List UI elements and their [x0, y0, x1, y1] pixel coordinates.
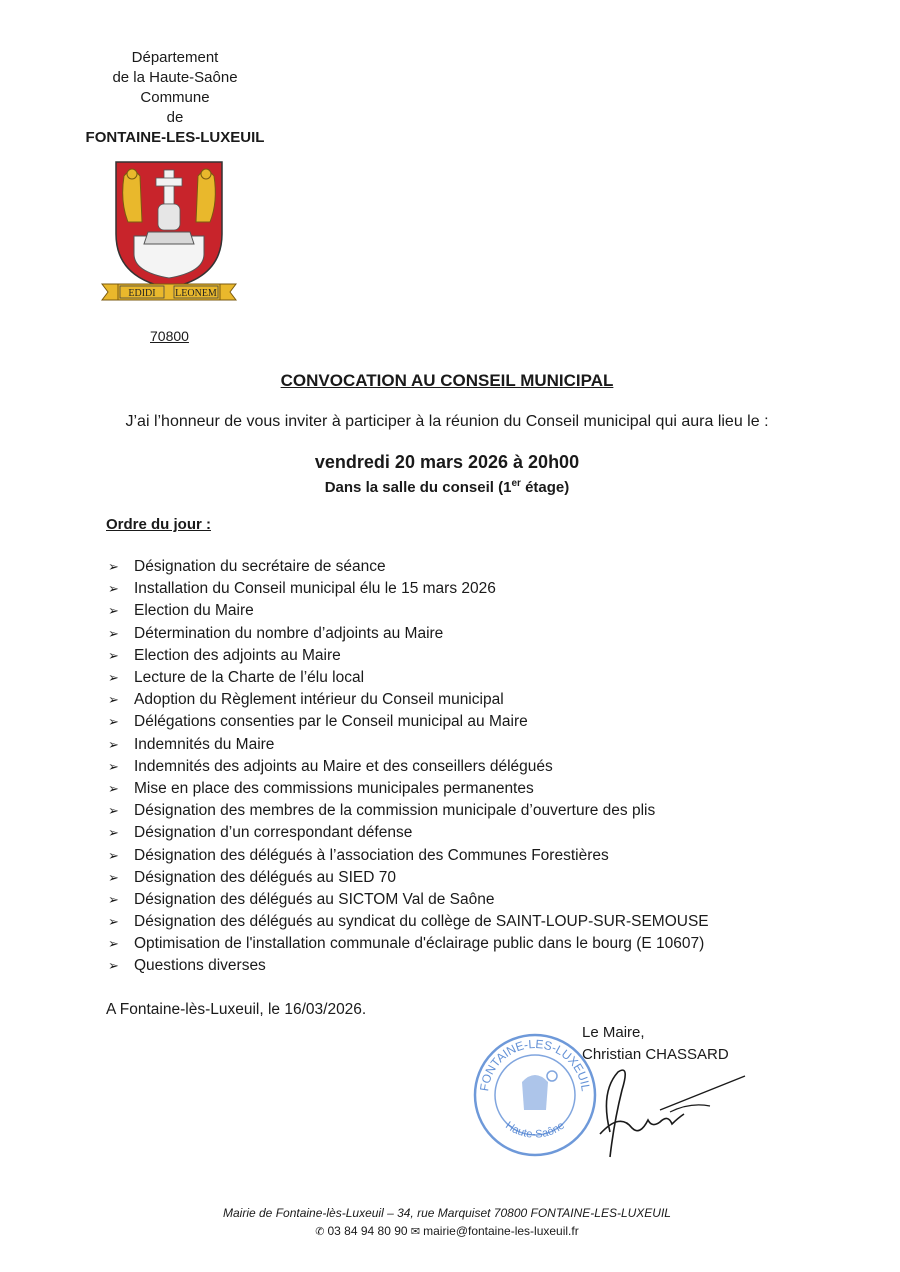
footer-email[interactable]: mairie@fontaine-les-luxeuil.fr	[423, 1224, 579, 1238]
agenda-item-label: Désignation des délégués au SICTOM Val de Saône	[134, 890, 495, 908]
mayor-title: Le Maire,	[582, 1024, 645, 1041]
arrowhead-bullet-icon: ➢	[108, 803, 119, 819]
agenda-item	[108, 711, 709, 733]
mail-icon: ✉	[410, 1226, 421, 1238]
agenda-item	[108, 734, 709, 756]
arrowhead-bullet-icon: ➢	[108, 847, 119, 863]
agenda-item	[108, 667, 709, 689]
agenda-item-label: Désignation d’un correspondant défense	[134, 824, 413, 842]
room-prefix: Dans la salle du conseil (1	[324, 479, 512, 496]
letterhead	[60, 48, 290, 148]
meeting-date: vendredi 20 mars 2026 à 20h00	[314, 452, 580, 472]
agenda-item	[108, 689, 709, 711]
arrowhead-bullet-icon: ➢	[108, 647, 119, 663]
agenda-item	[108, 889, 709, 911]
coat-motto-right: LEONEM	[175, 288, 217, 299]
arrowhead-bullet-icon: ➢	[108, 670, 119, 686]
agenda-item	[108, 955, 709, 977]
agenda-item	[108, 933, 709, 955]
agenda-item	[108, 623, 709, 645]
phone-icon: ✆	[315, 1226, 325, 1238]
department-label: Département	[131, 49, 219, 66]
agenda-item	[108, 867, 709, 889]
footer-contact	[0, 1224, 894, 1238]
stamp-text-bottom: Haute-Saône	[503, 1119, 567, 1141]
agenda-item-label: Mise en place des commissions municipales permanentes	[134, 779, 534, 797]
agenda-item-label: Questions diverses	[134, 957, 266, 975]
agenda-item-label: Adoption du Règlement intérieur du Conseil municipal	[134, 691, 504, 709]
agenda-item	[108, 844, 709, 866]
agenda-item	[108, 600, 709, 622]
arrowhead-bullet-icon: ➢	[108, 625, 119, 641]
coat-motto-left: EDIDI	[128, 288, 156, 299]
agenda-heading: Ordre du jour :	[106, 516, 211, 533]
room-suffix: étage)	[520, 479, 570, 496]
agenda-item-label: Délégations consenties par le Conseil municipal au Maire	[134, 713, 528, 731]
arrowhead-bullet-icon: ➢	[108, 914, 119, 930]
agenda-item-label: Lecture de la Charte de l’élu local	[134, 669, 365, 687]
coat-of-arms-icon	[98, 156, 240, 308]
agenda-item	[108, 822, 709, 844]
agenda-item	[108, 800, 709, 822]
arrowhead-bullet-icon: ➢	[108, 559, 119, 575]
arrowhead-bullet-icon: ➢	[108, 758, 119, 774]
agenda-item	[108, 911, 709, 933]
svg-text:Haute-Saône	[503, 1120, 567, 1141]
department-name: de la Haute-Saône	[112, 69, 238, 86]
arrowhead-bullet-icon: ➢	[108, 958, 119, 974]
agenda-item-label: Détermination du nombre d’adjoints au Maire	[134, 624, 444, 642]
agenda-item	[108, 645, 709, 667]
room-superscript: er	[511, 478, 521, 489]
arrowhead-bullet-icon: ➢	[108, 780, 119, 796]
commune-de: de	[166, 109, 184, 126]
agenda-item	[108, 756, 709, 778]
postcode: 70800	[150, 328, 189, 344]
arrowhead-bullet-icon: ➢	[108, 603, 119, 619]
agenda-item-label: Installation du Conseil municipal élu le 15 mars 2026	[134, 580, 496, 598]
arrowhead-bullet-icon: ➢	[108, 581, 119, 597]
agenda-item-label: Désignation des délégués au SIED 70	[134, 868, 396, 886]
arrowhead-bullet-icon: ➢	[108, 714, 119, 730]
arrowhead-bullet-icon: ➢	[108, 825, 119, 841]
meeting-room	[0, 478, 894, 496]
arrowhead-bullet-icon: ➢	[108, 869, 119, 885]
mayor-signature-icon	[560, 1062, 750, 1162]
arrowhead-bullet-icon: ➢	[108, 692, 119, 708]
place-and-date: A Fontaine-lès-Luxeuil, le 16/03/2026.	[106, 1001, 367, 1018]
arrowhead-bullet-icon: ➢	[108, 936, 119, 952]
commune-name: FONTAINE-LES-LUXEUIL	[85, 129, 265, 146]
arrowhead-bullet-icon: ➢	[108, 891, 119, 907]
agenda-item-label: Election du Maire	[134, 602, 254, 620]
agenda-item-label: Désignation du secrétaire de séance	[134, 558, 386, 576]
agenda-item	[108, 578, 709, 600]
mayor-name: Christian CHASSARD	[582, 1046, 729, 1063]
invitation-text: J’ai l’honneur de vous inviter à participer à la réunion du Conseil municipal qui aura lieu le :	[125, 413, 769, 430]
agenda-list	[108, 556, 709, 978]
document-title: CONVOCATION AU CONSEIL MUNICIPAL	[280, 371, 614, 390]
agenda-item-label: Désignation des délégués au syndicat du collège de SAINT-LOUP-SUR-SEMOUSE	[134, 913, 709, 931]
arrowhead-bullet-icon: ➢	[108, 736, 119, 752]
agenda-item-label: Désignation des membres de la commission municipale d’ouverture des plis	[134, 802, 656, 820]
stamp-text-top: FONTAINE-LES-LUXEUIL	[477, 1036, 593, 1093]
agenda-item-label: Indemnités du Maire	[134, 735, 275, 753]
footer-address: Mairie de Fontaine-lès-Luxeuil – 34, rue Marquiset 70800 FONTAINE-LES-LUXEUIL	[223, 1206, 671, 1220]
agenda-item-label: Indemnités des adjoints au Maire et des conseillers délégués	[134, 757, 553, 775]
agenda-item-label: Election des adjoints au Maire	[134, 646, 341, 664]
agenda-item-label: Désignation des délégués à l’association des Communes Forestières	[134, 846, 609, 864]
footer-phone: 03 84 94 80 90	[327, 1224, 408, 1238]
commune-label: Commune	[140, 89, 210, 106]
agenda-item-label: Optimisation de l'installation communale d'éclairage public dans le bourg (E 10607)	[134, 935, 705, 953]
agenda-item	[108, 556, 709, 578]
agenda-item	[108, 778, 709, 800]
